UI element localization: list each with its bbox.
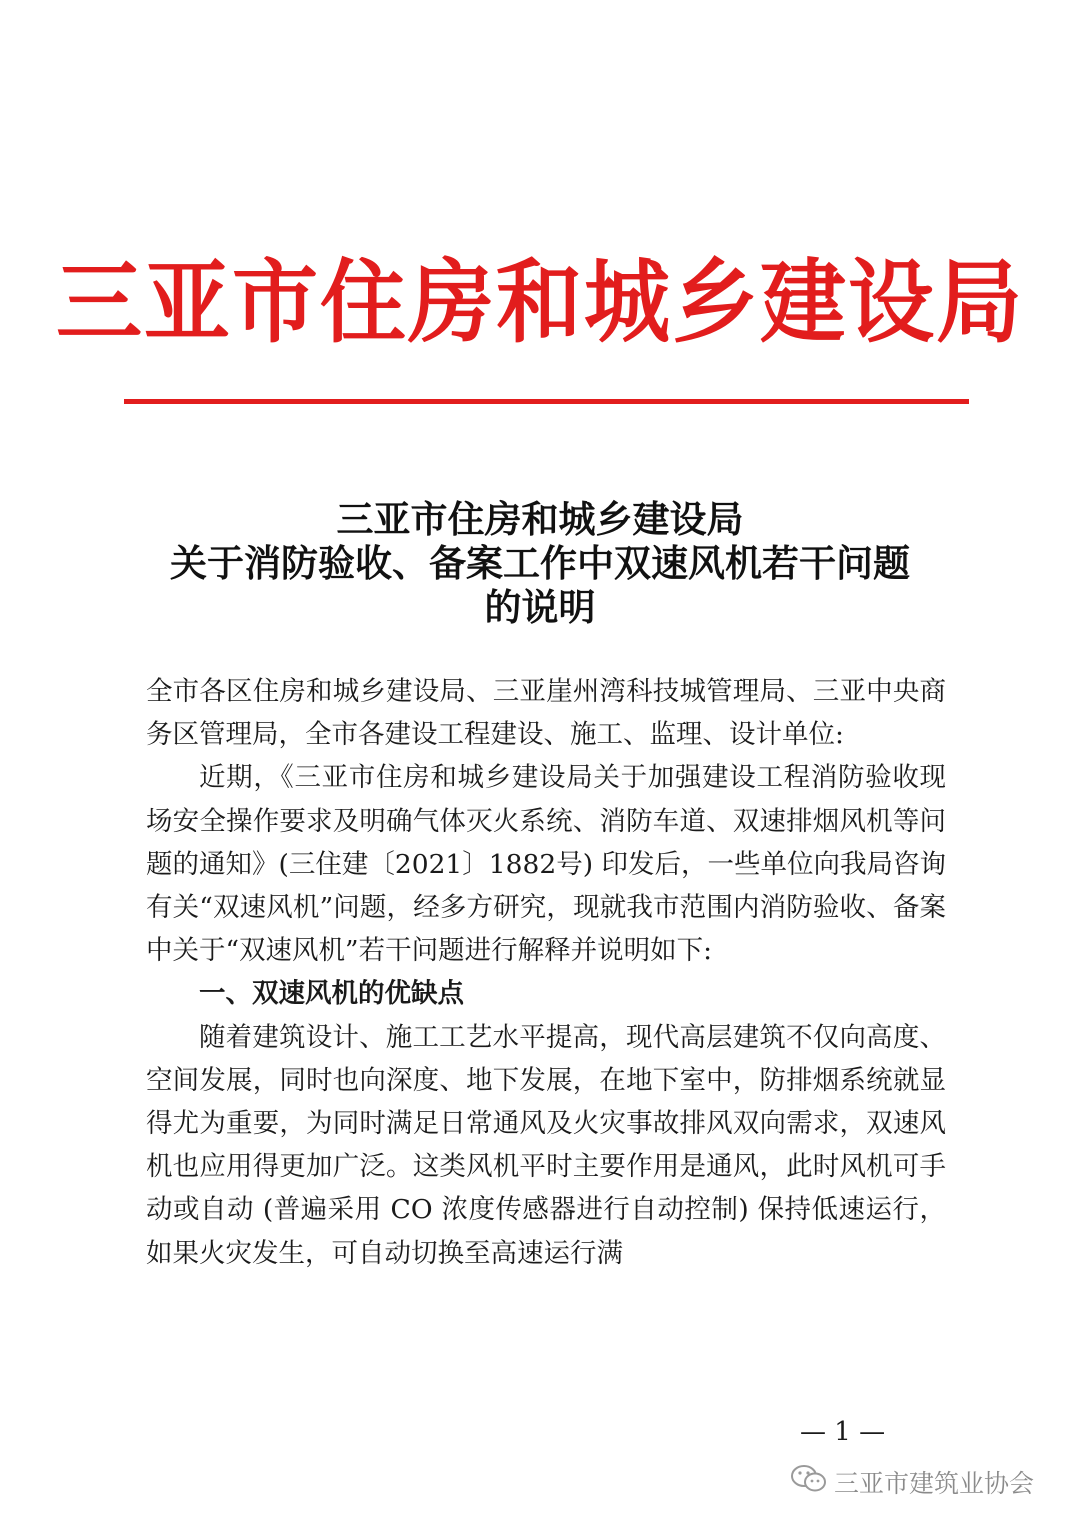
watermark <box>790 1462 1034 1502</box>
intro-paragraph: 近期，《三亚市住房和城乡建设局关于加强建设工程消防验收现场安全操作要求及明确气体灭火系统、消防车道、双速排烟风机等问题的通知》(三住建〔2021〕1882号) 印发后，一些单位向我局咨询有关“双速风机”问题，经多方研究，现就我市范围内消防验收、备案中关于“双速风机”若干问题进行解释并说明如下: <box>146 762 946 967</box>
title-line-1: 三亚市住房和城乡建设局 <box>336 497 744 541</box>
issuing-organization-header: 三亚市住房和城乡建设局 <box>56 249 1024 356</box>
title-line-2: 关于消防验收、备案工作中双速风机若干问题 <box>170 541 910 585</box>
page-number: — 1 — <box>800 1417 886 1447</box>
section-1-heading: 一、双速风机的优缺点 <box>199 978 464 1010</box>
watermark-text: 三亚市建筑业协会 <box>834 1469 1035 1498</box>
document-title <box>0 497 1080 629</box>
red-divider-line <box>124 399 969 404</box>
wechat-icon <box>790 1463 834 1501</box>
section-1-paragraph: 随着建筑设计、施工工艺水平提高，现代高层建筑不仅向高度、空间发展，同时也向深度、地下发展，在地下室中，防排烟系统就显得尤为重要，为同时满足日常通风及火灾事故排风双向需求，双速风机也应用得更加广泛。这类风机平时主要作用是通风，此时风机可手动或自动 (普遍采用 CO 浓度传感器进行自动控制) 保持低速运行，如果火灾发生，可自动切换至高速运行满 <box>146 1021 946 1269</box>
addressees-paragraph: 全市各区住房和城乡建设局、三亚崖州湾科技城管理局、三亚中央商务区管理局，全市各建设工程建设、施工、监理、设计单位: <box>146 676 946 751</box>
title-line-3: 的说明 <box>484 585 596 629</box>
document-body <box>146 670 946 1275</box>
